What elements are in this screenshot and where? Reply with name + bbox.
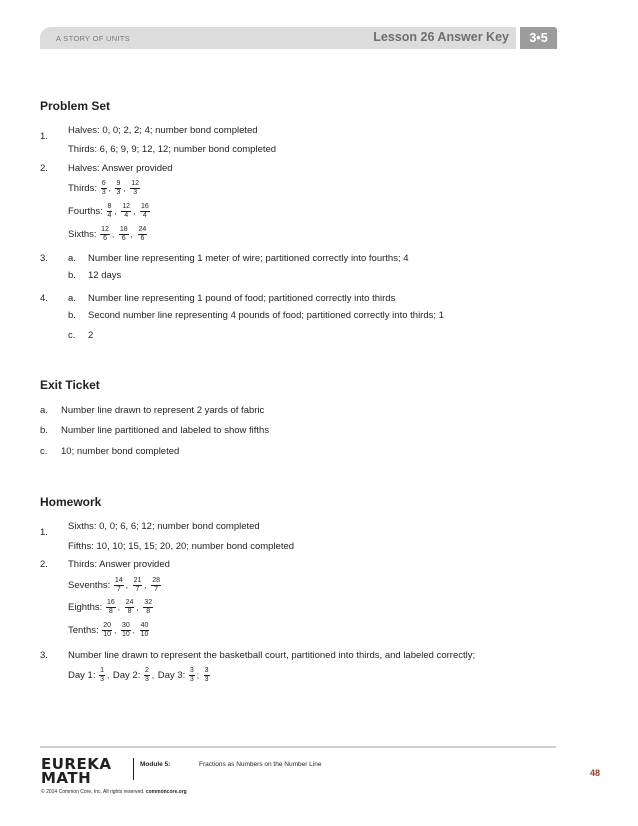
logo-line-1: EUREKA <box>41 755 112 773</box>
copyright-text: © 2014 Common Core, Inc. All rights reserved. <box>41 789 145 795</box>
ps-item-3a-letter: a. <box>68 253 76 264</box>
hw-eighths-fractions: Eighths: $\frac{16}{8}$ , $\frac{24}{8}$ , $\frac{32}{8}$ <box>68 599 153 615</box>
module-title: Fractions as Numbers on the Number Line <box>199 761 322 768</box>
fraction: $\frac{12}{4}$ <box>122 203 131 219</box>
series-label: A STORY OF UNITS <box>56 34 130 43</box>
fraction: $\frac{12}{6}$ <box>101 226 109 242</box>
hw-item-3-number: 3. <box>40 650 48 661</box>
ps-thirds-fractions: Thirds: $\frac{6}{3}$ , $\frac{9}{3}$ , $\frac{12}{3}$ <box>68 180 140 196</box>
ps-item-1-thirds: Thirds: 6, 6; 9, 9; 12, 12; number bond completed <box>68 144 277 155</box>
page-number: 48 <box>590 768 601 778</box>
fraction: $\frac{18}{6}$ <box>119 226 128 242</box>
hw-sevenths-fractions: Sevenths: $\frac{14}{7}$ , $\frac{21}{7}$ , $\frac{28}{7}$ <box>68 577 161 593</box>
day1-label: Day 1: <box>68 669 96 681</box>
homework-title: Homework <box>40 495 102 509</box>
ps-item-1-halves: Halves: 0, 0; 2, 2; 4; number bond completed <box>68 125 258 136</box>
frac-label: Eighths: <box>68 601 103 613</box>
fraction: $\frac{28}{7}$ <box>152 577 161 593</box>
hw-item-3-text: Number line drawn to represent the basketball court, partitioned into thirds, and labeled correctly; <box>68 650 476 661</box>
et-item-b-letter: b. <box>40 425 48 436</box>
fraction: $\frac{20}{10}$ <box>103 622 112 638</box>
header-band <box>40 27 516 49</box>
fraction: $\frac{32}{8}$ <box>144 599 153 615</box>
et-item-a-text: Number line drawn to represent 2 yards of fabric <box>61 405 265 416</box>
fraction: $\frac{24}{8}$ <box>125 599 134 615</box>
fraction: $\frac{16}{4}$ <box>140 203 149 219</box>
fraction: $\frac{2}{3}$ <box>145 667 149 683</box>
hw-item-1-fifths: Fifths: 10, 10; 15, 15; 20, 20; number bond completed <box>68 541 295 552</box>
hw-item-2-thirds: Thirds: Answer provided <box>68 559 170 570</box>
ps-item-3b-text: 12 days <box>88 270 122 281</box>
hw-tenths-fractions: Tenths: $\frac{20}{10}$ , $\frac{30}{10}$ , $\frac{40}{10}$ <box>68 622 149 638</box>
fraction: $\frac{30}{10}$ <box>121 622 130 638</box>
lesson-title: Lesson 26 Answer Key <box>373 30 509 44</box>
frac-label: Sixths: <box>68 228 97 240</box>
ps-item-4b-letter: b. <box>68 310 76 321</box>
hw-item-1-sixths: Sixths: 0, 0; 6, 6; 12; number bond completed <box>68 521 260 532</box>
frac-label: Tenths: <box>68 624 99 636</box>
fraction: $\frac{8}{4}$ <box>107 203 112 219</box>
et-item-c-text: 10; number bond completed <box>61 446 180 457</box>
ps-item-4-number: 4. <box>40 293 48 304</box>
fraction: $\frac{6}{3}$ <box>101 180 106 196</box>
frac-label: Thirds: <box>68 182 98 194</box>
ps-item-4c-letter: c. <box>68 330 76 341</box>
ps-item-2-halves: Halves: Answer provided <box>68 163 173 174</box>
ps-item-4b-text: Second number line representing 4 pounds of food; partitioned correctly into thirds; 1 <box>88 310 444 321</box>
fraction: $\frac{12}{3}$ <box>131 180 140 196</box>
copyright <box>41 789 187 795</box>
exit-ticket-title: Exit Ticket <box>40 378 100 392</box>
fraction: $\frac{21}{7}$ <box>133 577 142 593</box>
frac-label: Sevenths: <box>68 579 111 591</box>
ps-item-3a-text: Number line representing 1 meter of wire; partitioned correctly into fourths; 4 <box>88 253 409 264</box>
ps-item-3-number: 3. <box>40 253 48 264</box>
ps-item-3b-letter: b. <box>68 270 76 281</box>
day2-label: Day 2: <box>112 669 141 681</box>
day3-label: Day 3: <box>157 669 186 681</box>
hw-days-line: Day 1: $\frac{1}{3}$ , Day 2: $\frac{2}{3}$ , Day 3: $\frac{3}{3}$ ; $\frac{3}{3}$ <box>68 667 209 683</box>
et-item-a-letter: a. <box>40 405 48 416</box>
ps-sixths-fractions: Sixths: $\frac{12}{6}$ , $\frac{18}{6}$ , $\frac{24}{6}$ <box>68 226 147 242</box>
copyright-link[interactable]: commoncore.org <box>145 789 187 795</box>
fraction: $\frac{3}{3}$ <box>204 667 209 683</box>
footer-vertical-divider <box>133 758 134 780</box>
fraction: $\frac{40}{10}$ <box>140 622 149 638</box>
fraction: $\frac{14}{7}$ <box>114 577 123 593</box>
footer-divider <box>40 746 556 748</box>
ps-item-4a-text: Number line representing 1 pound of food; partitioned correctly into thirds <box>88 293 396 304</box>
fraction: $\frac{24}{6}$ <box>138 226 147 242</box>
ps-item-2-number: 2. <box>40 163 48 174</box>
problem-set-title: Problem Set <box>40 99 111 113</box>
hw-item-2-number: 2. <box>40 559 48 570</box>
eureka-math-logo <box>41 757 111 785</box>
hw-item-1-number: 1. <box>40 527 48 538</box>
et-item-c-letter: c. <box>40 446 48 457</box>
fraction: $\frac{16}{8}$ <box>106 599 115 615</box>
ps-item-4a-letter: a. <box>68 293 76 304</box>
ps-item-4c-text: 2 <box>88 330 94 341</box>
et-item-b-text: Number line partitioned and labeled to show fifths <box>61 425 270 436</box>
fraction: $\frac{9}{3}$ <box>116 180 121 196</box>
grade-module-badge: 3•5 <box>520 27 557 49</box>
module-label: Module 5: <box>140 761 171 768</box>
logo-line-2: MATH <box>41 769 92 787</box>
fraction: $\frac{3}{3}$ <box>189 667 194 683</box>
ps-item-1-number: 1. <box>40 131 48 142</box>
fraction: $\frac{1}{3}$ <box>100 667 105 683</box>
frac-label: Fourths: <box>68 205 103 217</box>
ps-fourths-fractions: Fourths: $\frac{8}{4}$ , $\frac{12}{4}$ , $\frac{16}{4}$ <box>68 203 149 219</box>
